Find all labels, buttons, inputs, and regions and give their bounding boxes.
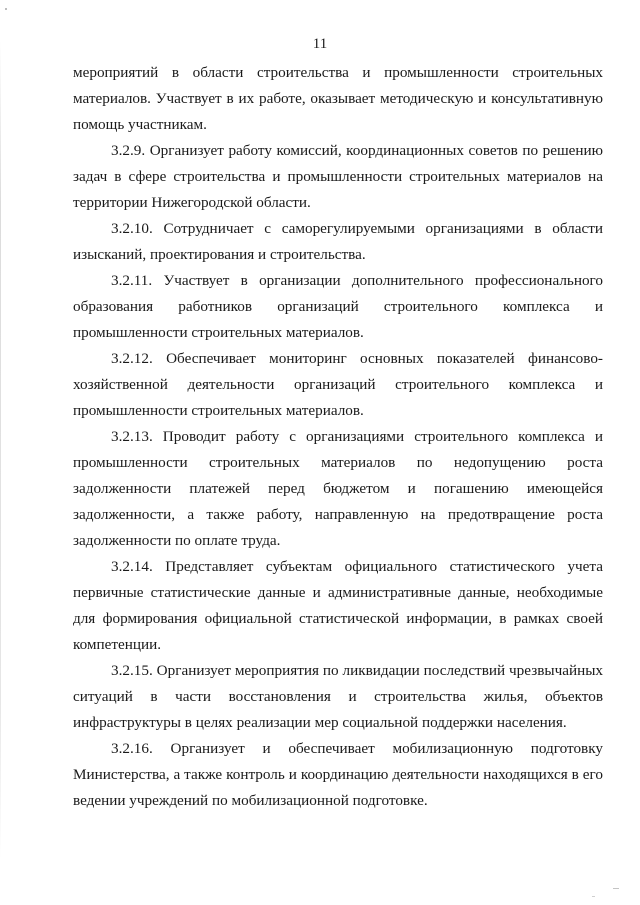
paragraph-continuation: мероприятий в области строительства и промышленности строительных материалов. Участвует в их работе, оказывает методическую и консультативную помощь участникам. — [73, 64, 603, 133]
scan-speck — [592, 896, 595, 897]
paragraph-3-2-14: 3.2.14. Представляет субъектам официального статистического учета первичные статистические данные и административные данные, необходимые для формирования официальной статистической информации, в рамках своей компетенции. — [73, 558, 603, 653]
document-body — [73, 60, 603, 814]
paragraph-3-2-16: 3.2.16. Организует и обеспечивает мобилизационную подготовку Министерства, а также контроль и координацию деятельности находящихся в его ведении учреждений по мобилизационной подготовке. — [73, 740, 603, 809]
paragraph-3-2-13: 3.2.13. Проводит работу с организациями строительного комплекса и промышленности строительных материалов по недопущению роста задолженности платежей перед бюджетом и погашению имеющейся задолженности, а также работу, направленную на предотвращение роста задолженности по оплате труда. — [73, 428, 603, 549]
paragraph-3-2-12: 3.2.12. Обеспечивает мониторинг основных показателей финансово-хозяйственной деятельности организаций строительного комплекса и промышленности строительных материалов. — [73, 350, 603, 419]
paragraph-3-2-15: 3.2.15. Организует мероприятия по ликвидации последствий чрезвычайных ситуаций в части восстановления и строительства жилья, объектов инфраструктуры в целях реализации мер социальной поддержки населения. — [73, 662, 603, 731]
paragraph-3-2-10: 3.2.10. Сотрудничает с саморегулируемыми организациями в области изысканий, проектирования и строительства. — [73, 220, 603, 263]
scan-speck — [613, 888, 619, 889]
paragraph-3-2-9: 3.2.9. Организует работу комиссий, координационных советов по решению задач в сфере строительства и промышленности строительных материалов на территории Нижегородской области. — [73, 142, 603, 211]
paragraph-3-2-11: 3.2.11. Участвует в организации дополнительного профессионального образования работников организаций строительного комплекса и промышленности строительных материалов. — [73, 272, 603, 341]
scan-speck — [5, 8, 7, 10]
page-number: 11 — [312, 36, 328, 52]
scan-edge-shadow — [0, 40, 1, 860]
